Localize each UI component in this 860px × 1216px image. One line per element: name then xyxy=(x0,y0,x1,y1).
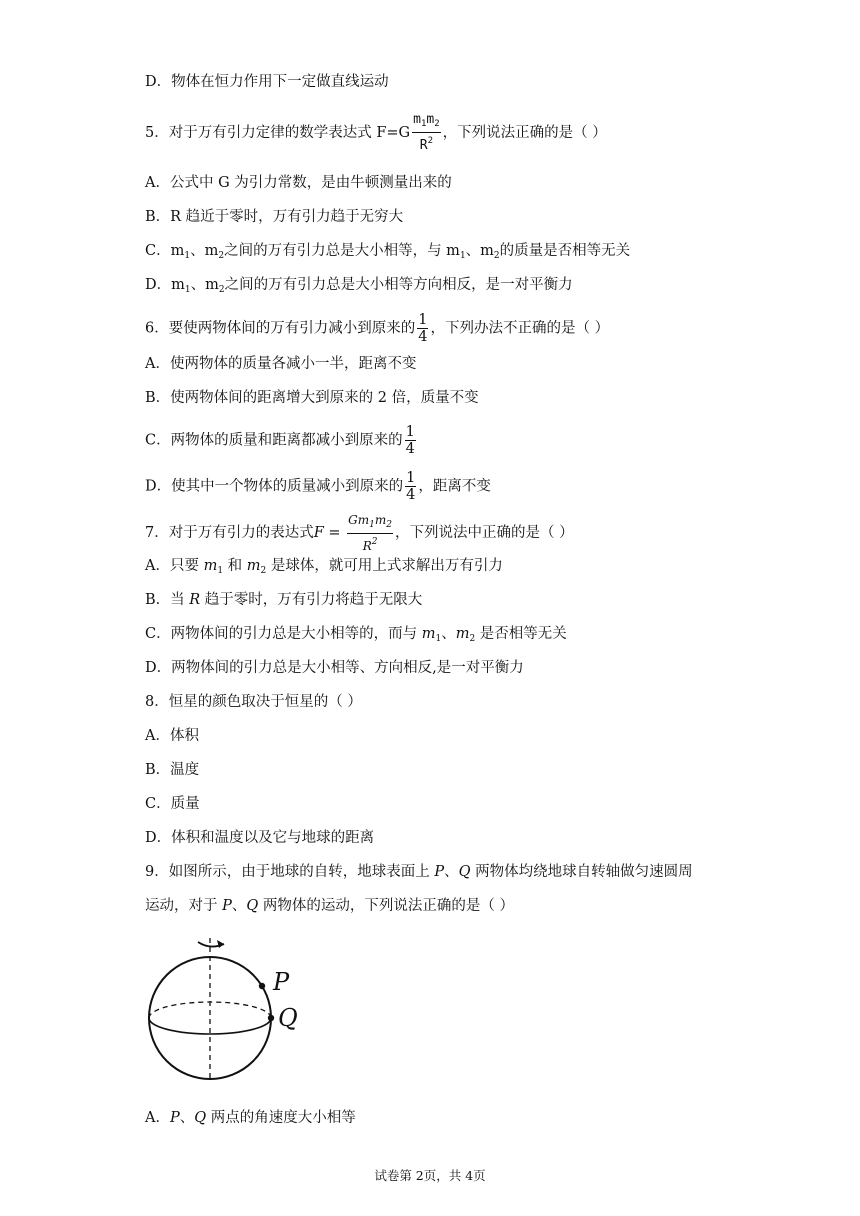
point-p xyxy=(259,983,265,989)
q7-option-b: B．当 R 趋于零时，万有引力将趋于无限大 xyxy=(145,592,423,608)
q6-option-c: C．两物体的质量和距离都减小到原来的 $\frac{1}{4}$ xyxy=(145,424,415,457)
q4-option-d: D．物体在恒力作用下一定做直线运动 xyxy=(145,74,389,90)
q9-option-a: A．P、Q 两点的角速度大小相等 xyxy=(145,1110,356,1126)
q7-option-a: A．只要 $m_1$ 和 $m_2$ 是球体，就可用上式求解出万有引力 xyxy=(145,558,503,576)
point-q xyxy=(268,1015,274,1021)
q6-fraction: $\frac{1}{4}$ xyxy=(418,312,428,345)
page-footer: 试卷第 2页，共 4页 xyxy=(374,1168,486,1183)
q5-option-c: C．$m_1$、$m_2$之间的万有引力总是大小相等，与 $m_1$、$m_2$的质量是否相等无关 xyxy=(145,243,631,261)
q8-option-d: D．体积和温度以及它与地球的距离 xyxy=(145,830,375,846)
q8-option-a: A．体积 xyxy=(145,728,199,744)
q8-option-c: C．质量 xyxy=(145,796,200,812)
q7-option-d: D．两物体间的引力总是大小相等、方向相反,是一对平衡力 xyxy=(145,660,524,676)
q6-option-b: B．使两物体间的距离增大到原来的 2 倍，质量不变 xyxy=(145,390,479,406)
q5-stem: 5．对于万有引力定律的数学表达式 F=G $\frac{m_1m_2}{R^2}$ ，下列说法正确的是（ ） xyxy=(145,112,607,153)
q5-option-a: A．公式中 G 为引力常数，是由牛顿测量出来的 xyxy=(145,175,452,191)
q6-option-a: A．使两物体的质量各减小一半，距离不变 xyxy=(145,356,417,372)
q6-option-c-fraction: $\frac{1}{4}$ xyxy=(405,424,415,457)
earth-rotation-figure xyxy=(140,930,310,1090)
q7-stem: 7．对于万有引力的表达式F = $\frac{Gm_1m_2}{R^2}$ ，下列说法中正确的是（ ） xyxy=(145,513,574,553)
q9-stem-line1: 9．如图所示，由于地球的自转，地球表面上 P、Q 两物体均绕地球自转轴做匀速圆周 xyxy=(145,864,693,880)
q6-stem: 6．要使两物体间的万有引力减小到原来的 $\frac{1}{4}$ ，下列办法不正确的是（ ） xyxy=(145,312,610,345)
q8-option-b: B．温度 xyxy=(145,762,200,778)
q5-option-b: B．R 趋近于零时，万有引力趋于无穷大 xyxy=(145,209,404,225)
label-q: Q xyxy=(278,1004,298,1032)
q7-formula-fraction: $\frac{Gm_1m_2}{R^2}$ xyxy=(348,513,392,553)
q5-formula-fraction: $\frac{m_1m_2}{R^2}$ xyxy=(413,112,440,153)
q5-option-d: D．$m_1$、$m_2$之间的万有引力总是大小相等方向相反，是一对平衡力 xyxy=(145,277,573,295)
q8-stem: 8．恒星的颜色取决于恒星的（ ） xyxy=(145,694,362,710)
label-p: P xyxy=(273,968,290,996)
q6-option-d-fraction: $\frac{1}{4}$ xyxy=(406,470,416,503)
q6-option-d: D．使其中一个物体的质量减小到原来的 $\frac{1}{4}$ ，距离不变 xyxy=(145,470,491,503)
q9-stem-line2: 运动，对于 P、Q 两物体的运动，下列说法正确的是（ ） xyxy=(145,898,514,914)
q7-option-c: C．两物体间的引力总是大小相等的，而与 $m_1$、$m_2$ 是否相等无关 xyxy=(145,626,567,644)
